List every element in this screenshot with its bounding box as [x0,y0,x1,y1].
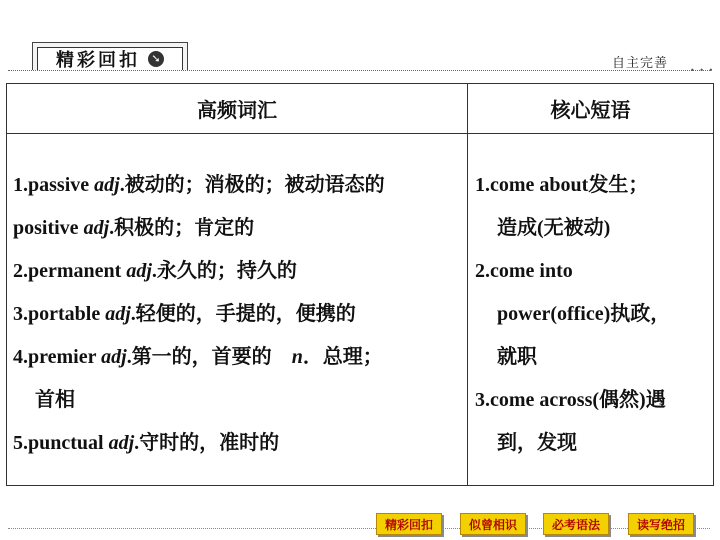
line-text: .积极的；肯定的 [109,217,255,239]
phrase-line [475,164,711,207]
arrow-circle-icon: ➘ [148,51,164,67]
part-of-speech: adj [105,303,131,325]
phrase-line [475,250,711,293]
header-dots: • • • [690,66,715,75]
part-of-speech: adj [83,217,110,239]
vocab-line [13,336,465,379]
header-vocab: 高频词汇 [197,98,277,122]
nav-button-grammar[interactable]: 必考语法 [543,513,609,535]
section-tab [32,42,188,70]
header-row-divider [7,133,713,134]
line-text: 3.come across(偶然)遇 [475,389,666,411]
line-text: 2.permanent [13,260,127,282]
part-of-speech: adj [101,346,127,368]
line-text: 4.premier [13,346,102,368]
line-text: 1.passive [13,174,95,196]
vocab-cell [13,164,465,465]
line-text: power(office)执政， [497,303,671,325]
part-of-speech: adj [108,432,135,454]
vocab-line [13,379,465,422]
line-text: .守时的，准时的 [134,432,280,454]
vocab-line [13,250,465,293]
line-text: 2.come into [475,260,573,282]
nav-button-familiar[interactable]: 似曾相识 [460,513,526,535]
vocab-line [13,164,465,207]
phrase-line [475,379,711,422]
part-of-speech: adj [94,174,120,196]
line-text: 3.portable [13,303,106,325]
vocab-line [13,293,465,336]
header-phrases: 核心短语 [550,98,631,122]
section-tab-label: 精彩回扣 [56,50,140,71]
section-tab-inner [37,47,183,70]
part-of-speech: n [291,346,303,368]
vocab-line [13,207,465,250]
line-text: ．总理； [302,346,383,368]
line-text: 到，发现 [497,432,577,454]
line-text: .轻便的，手提的，便携的 [130,303,356,325]
phrase-line [475,336,711,379]
line-text: .第一的，首要的 [126,346,292,368]
nav-button-review[interactable]: 精彩回扣 [376,513,442,535]
column-divider [467,84,468,485]
part-of-speech: adj [126,260,152,282]
line-text: 首相 [35,389,75,411]
phrase-line [475,293,711,336]
phrase-line [475,207,711,250]
section-subtitle: 自主完善 [612,56,669,71]
line-text: 1.come about发生； [475,174,649,196]
vocab-table [6,83,714,486]
line-text: 就职 [497,346,537,368]
vocab-line [13,422,465,465]
nav-button-writing[interactable]: 读写绝招 [628,513,694,535]
line-text: .永久的；持久的 [151,260,297,282]
line-text: .被动的；消极的；被动语态的 [119,174,385,196]
phrase-cell [475,164,711,465]
line-text: 5.punctual [13,432,109,454]
phrase-line [475,422,711,465]
line-text: 造成(无被动) [497,217,611,239]
line-text: positive [13,217,84,239]
